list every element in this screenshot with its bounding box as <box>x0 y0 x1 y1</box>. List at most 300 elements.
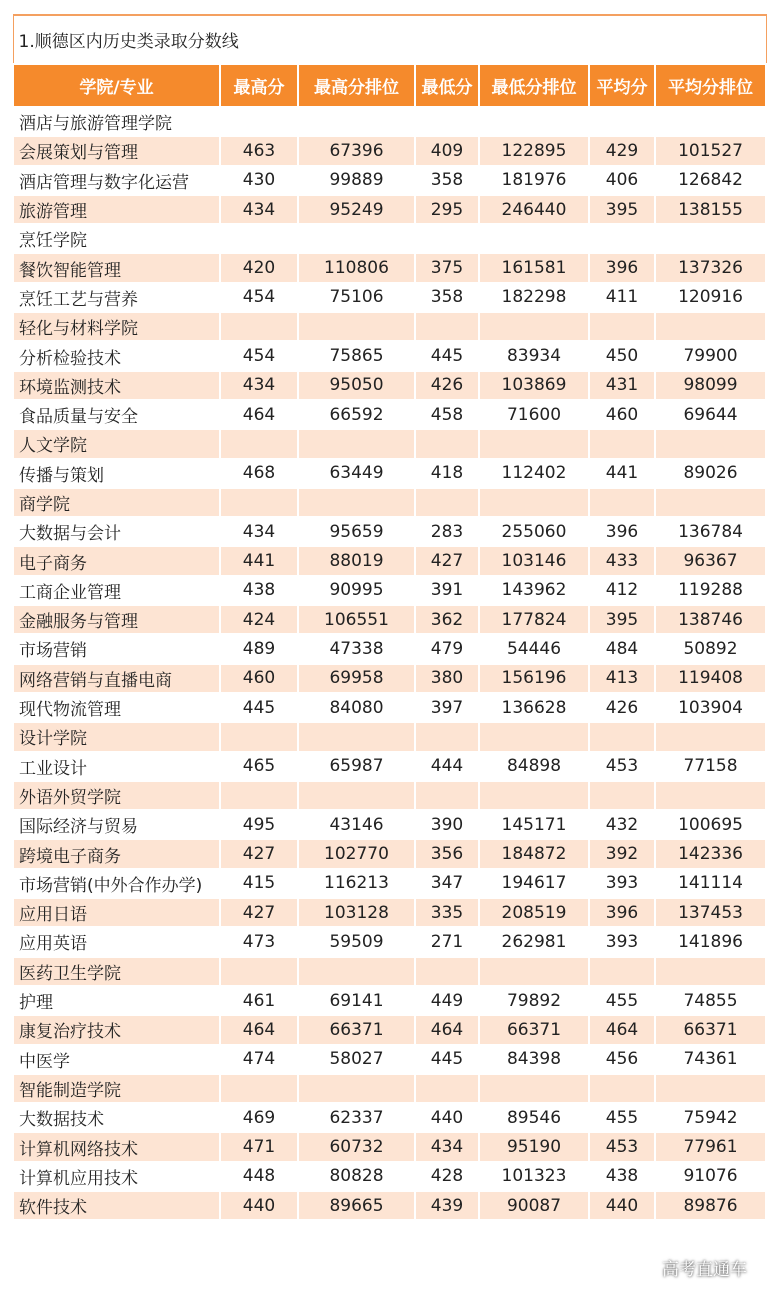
cell-max-score: 464 <box>220 1015 298 1044</box>
cell-max-score: 415 <box>220 869 298 898</box>
cell-major: 大数据技术 <box>13 1103 220 1132</box>
cell-max-rank: 95249 <box>298 195 415 224</box>
cell-max-rank: 84080 <box>298 693 415 722</box>
cell-major: 轻化与材料学院 <box>13 312 220 341</box>
cell-major: 设计学院 <box>13 722 220 751</box>
cell-max-rank: 62337 <box>298 1103 415 1132</box>
cell-min-score: 440 <box>415 1103 479 1132</box>
cell-max-score: 454 <box>220 283 298 312</box>
table-row <box>13 1015 766 1044</box>
cell-min-rank: 161581 <box>479 253 589 282</box>
cell-max-rank: 58027 <box>298 1045 415 1074</box>
cell-avg-score: 395 <box>589 195 655 224</box>
cell-min-rank: 66371 <box>479 1015 589 1044</box>
cell-avg-score: 411 <box>589 283 655 312</box>
cell-major: 医药卫生学院 <box>13 957 220 986</box>
cell-avg-score: 438 <box>589 1162 655 1191</box>
cell-min-score: 434 <box>415 1132 479 1161</box>
cell-min-rank <box>479 488 589 517</box>
cell-avg-score: 484 <box>589 634 655 663</box>
cell-avg-rank <box>655 781 766 810</box>
cell-min-rank: 95190 <box>479 1132 589 1161</box>
cell-avg-rank <box>655 429 766 458</box>
cell-avg-score: 406 <box>589 166 655 195</box>
table-row <box>13 898 766 927</box>
table-row <box>13 1103 766 1132</box>
cell-max-score: 461 <box>220 986 298 1015</box>
score-sheet <box>12 14 765 1221</box>
cell-min-score: 390 <box>415 810 479 839</box>
cell-avg-rank <box>655 1074 766 1103</box>
cell-max-rank: 80828 <box>298 1162 415 1191</box>
cell-avg-score <box>589 722 655 751</box>
header-major: 学院/专业 <box>13 64 220 107</box>
cell-avg-rank: 137326 <box>655 253 766 282</box>
cell-avg-rank: 142336 <box>655 839 766 868</box>
cell-avg-rank: 141114 <box>655 869 766 898</box>
cell-max-rank: 63449 <box>298 459 415 488</box>
table-row <box>13 869 766 898</box>
table-row <box>13 166 766 195</box>
college-group-row <box>13 1074 766 1103</box>
cell-avg-score: 431 <box>589 371 655 400</box>
cell-min-score: 397 <box>415 693 479 722</box>
cell-avg-score: 396 <box>589 898 655 927</box>
cell-avg-score: 396 <box>589 517 655 546</box>
cell-max-score: 445 <box>220 693 298 722</box>
cell-avg-score <box>589 224 655 253</box>
cell-min-score <box>415 1074 479 1103</box>
watermark: 高考直通车 <box>662 1260 747 1280</box>
cell-min-rank <box>479 1074 589 1103</box>
header-min-score: 最低分 <box>415 64 479 107</box>
cell-min-rank: 143962 <box>479 576 589 605</box>
table-row <box>13 546 766 575</box>
cell-max-rank: 47338 <box>298 634 415 663</box>
college-group-row <box>13 429 766 458</box>
cell-max-score: 463 <box>220 136 298 165</box>
cell-max-score <box>220 957 298 986</box>
cell-avg-rank <box>655 488 766 517</box>
cell-min-rank: 177824 <box>479 605 589 634</box>
header-avg-score: 平均分 <box>589 64 655 107</box>
cell-avg-rank <box>655 107 766 136</box>
table-row <box>13 810 766 839</box>
cell-min-rank: 194617 <box>479 869 589 898</box>
cell-min-rank <box>479 224 589 253</box>
cell-avg-rank: 136784 <box>655 517 766 546</box>
cell-min-rank: 122895 <box>479 136 589 165</box>
cell-max-score: 434 <box>220 195 298 224</box>
cell-min-score: 449 <box>415 986 479 1015</box>
cell-major: 餐饮智能管理 <box>13 253 220 282</box>
cell-avg-rank: 119408 <box>655 664 766 693</box>
table-row <box>13 136 766 165</box>
cell-avg-score: 395 <box>589 605 655 634</box>
cell-min-score <box>415 781 479 810</box>
cell-avg-score: 440 <box>589 1191 655 1220</box>
cell-min-score: 356 <box>415 839 479 868</box>
cell-max-rank <box>298 722 415 751</box>
cell-avg-rank <box>655 224 766 253</box>
cell-max-rank: 89665 <box>298 1191 415 1220</box>
cell-min-rank: 84398 <box>479 1045 589 1074</box>
cell-max-rank <box>298 224 415 253</box>
cell-avg-score <box>589 781 655 810</box>
cell-major: 会展策划与管理 <box>13 136 220 165</box>
cell-max-rank <box>298 1074 415 1103</box>
cell-min-rank: 184872 <box>479 839 589 868</box>
cell-max-score: 464 <box>220 400 298 429</box>
cell-min-score: 426 <box>415 371 479 400</box>
table-row <box>13 576 766 605</box>
table-row <box>13 839 766 868</box>
cell-max-score: 495 <box>220 810 298 839</box>
cell-max-rank <box>298 488 415 517</box>
cell-max-score <box>220 722 298 751</box>
cell-avg-rank: 89026 <box>655 459 766 488</box>
admission-score-table <box>12 14 767 1221</box>
cell-major: 计算机应用技术 <box>13 1162 220 1191</box>
cell-avg-rank: 74855 <box>655 986 766 1015</box>
cell-major: 计算机网络技术 <box>13 1132 220 1161</box>
college-group-row <box>13 224 766 253</box>
cell-max-rank: 102770 <box>298 839 415 868</box>
cell-max-score: 434 <box>220 371 298 400</box>
table-row <box>13 1162 766 1191</box>
cell-max-score: 460 <box>220 664 298 693</box>
cell-min-score: 283 <box>415 517 479 546</box>
college-group-row <box>13 781 766 810</box>
cell-min-score: 445 <box>415 1045 479 1074</box>
cell-max-score: 454 <box>220 341 298 370</box>
cell-max-score: 473 <box>220 927 298 956</box>
cell-avg-score: 456 <box>589 1045 655 1074</box>
college-group-row <box>13 488 766 517</box>
cell-major: 酒店与旅游管理学院 <box>13 107 220 136</box>
cell-min-score: 375 <box>415 253 479 282</box>
cell-major: 应用日语 <box>13 898 220 927</box>
cell-min-score: 391 <box>415 576 479 605</box>
cell-avg-rank: 96367 <box>655 546 766 575</box>
cell-min-rank: 71600 <box>479 400 589 429</box>
cell-max-rank: 116213 <box>298 869 415 898</box>
cell-max-rank <box>298 429 415 458</box>
cell-min-rank: 103869 <box>479 371 589 400</box>
cell-major: 工业设计 <box>13 752 220 781</box>
cell-major: 工商企业管理 <box>13 576 220 605</box>
cell-min-score: 362 <box>415 605 479 634</box>
cell-major: 护理 <box>13 986 220 1015</box>
cell-avg-rank: 91076 <box>655 1162 766 1191</box>
cell-major: 应用英语 <box>13 927 220 956</box>
cell-min-score: 479 <box>415 634 479 663</box>
cell-min-rank: 136628 <box>479 693 589 722</box>
cell-avg-rank: 98099 <box>655 371 766 400</box>
cell-max-score: 468 <box>220 459 298 488</box>
cell-min-score: 439 <box>415 1191 479 1220</box>
cell-major: 酒店管理与数字化运营 <box>13 166 220 195</box>
cell-max-score: 469 <box>220 1103 298 1132</box>
cell-min-score: 347 <box>415 869 479 898</box>
cell-min-rank <box>479 957 589 986</box>
cell-avg-score <box>589 312 655 341</box>
cell-avg-rank: 137453 <box>655 898 766 927</box>
cell-max-score <box>220 781 298 810</box>
college-group-row <box>13 957 766 986</box>
cell-min-score <box>415 722 479 751</box>
top-strip <box>0 0 777 14</box>
header-row <box>13 64 766 107</box>
table-row <box>13 371 766 400</box>
cell-max-rank: 106551 <box>298 605 415 634</box>
cell-min-rank <box>479 781 589 810</box>
table-row <box>13 253 766 282</box>
cell-max-rank: 69141 <box>298 986 415 1015</box>
cell-max-rank: 110806 <box>298 253 415 282</box>
cell-major: 商学院 <box>13 488 220 517</box>
cell-min-score: 358 <box>415 166 479 195</box>
cell-major: 市场营销 <box>13 634 220 663</box>
cell-avg-score: 396 <box>589 253 655 282</box>
cell-min-rank: 89546 <box>479 1103 589 1132</box>
cell-max-rank: 67396 <box>298 136 415 165</box>
cell-avg-score: 460 <box>589 400 655 429</box>
cell-min-rank: 84898 <box>479 752 589 781</box>
cell-avg-score: 450 <box>589 341 655 370</box>
cell-max-score: 448 <box>220 1162 298 1191</box>
table-title: 1.顺德区内历史类录取分数线 <box>13 15 766 64</box>
cell-avg-rank: 77158 <box>655 752 766 781</box>
cell-min-rank <box>479 107 589 136</box>
cell-major: 人文学院 <box>13 429 220 458</box>
cell-min-rank: 208519 <box>479 898 589 927</box>
college-group-row <box>13 312 766 341</box>
cell-min-score: 380 <box>415 664 479 693</box>
table-row <box>13 283 766 312</box>
cell-avg-score: 455 <box>589 1103 655 1132</box>
cell-avg-rank: 126842 <box>655 166 766 195</box>
cell-min-score: 444 <box>415 752 479 781</box>
cell-max-rank: 65987 <box>298 752 415 781</box>
cell-avg-score: 429 <box>589 136 655 165</box>
cell-avg-rank <box>655 957 766 986</box>
cell-max-rank: 88019 <box>298 546 415 575</box>
table-row <box>13 927 766 956</box>
header-avg-rank: 平均分排位 <box>655 64 766 107</box>
cell-min-rank: 112402 <box>479 459 589 488</box>
cell-major: 分析检验技术 <box>13 341 220 370</box>
cell-min-score: 295 <box>415 195 479 224</box>
table-row <box>13 605 766 634</box>
cell-min-rank: 101323 <box>479 1162 589 1191</box>
cell-min-score: 409 <box>415 136 479 165</box>
cell-avg-rank: 66371 <box>655 1015 766 1044</box>
cell-major: 食品质量与安全 <box>13 400 220 429</box>
cell-major: 国际经济与贸易 <box>13 810 220 839</box>
cell-max-score <box>220 429 298 458</box>
cell-max-score: 471 <box>220 1132 298 1161</box>
cell-max-rank <box>298 781 415 810</box>
table-row <box>13 986 766 1015</box>
cell-min-score <box>415 957 479 986</box>
cell-major: 现代物流管理 <box>13 693 220 722</box>
cell-max-score <box>220 488 298 517</box>
cell-max-score: 427 <box>220 898 298 927</box>
cell-min-score: 445 <box>415 341 479 370</box>
cell-max-rank: 43146 <box>298 810 415 839</box>
cell-max-rank: 95050 <box>298 371 415 400</box>
cell-min-score: 271 <box>415 927 479 956</box>
cell-avg-rank: 101527 <box>655 136 766 165</box>
cell-min-rank: 145171 <box>479 810 589 839</box>
cell-max-rank: 90995 <box>298 576 415 605</box>
table-row <box>13 195 766 224</box>
cell-min-score: 335 <box>415 898 479 927</box>
cell-avg-score: 453 <box>589 1132 655 1161</box>
cell-avg-rank: 103904 <box>655 693 766 722</box>
cell-min-rank: 79892 <box>479 986 589 1015</box>
cell-avg-rank: 79900 <box>655 341 766 370</box>
cell-avg-rank: 120916 <box>655 283 766 312</box>
table-row <box>13 341 766 370</box>
cell-max-rank: 99889 <box>298 166 415 195</box>
cell-major: 外语外贸学院 <box>13 781 220 810</box>
cell-major: 旅游管理 <box>13 195 220 224</box>
cell-min-rank: 246440 <box>479 195 589 224</box>
cell-max-score: 465 <box>220 752 298 781</box>
cell-max-rank: 69958 <box>298 664 415 693</box>
cell-major: 烹饪学院 <box>13 224 220 253</box>
cell-avg-score: 393 <box>589 869 655 898</box>
cell-max-score <box>220 1074 298 1103</box>
cell-min-rank <box>479 312 589 341</box>
cell-avg-rank: 141896 <box>655 927 766 956</box>
header-min-rank: 最低分排位 <box>479 64 589 107</box>
cell-major: 市场营销(中外合作办学) <box>13 869 220 898</box>
cell-max-score: 420 <box>220 253 298 282</box>
header-max-rank: 最高分排位 <box>298 64 415 107</box>
title-row <box>13 15 766 64</box>
cell-avg-rank: 100695 <box>655 810 766 839</box>
college-group-row <box>13 107 766 136</box>
cell-avg-rank: 138746 <box>655 605 766 634</box>
cell-max-rank: 103128 <box>298 898 415 927</box>
cell-min-rank <box>479 429 589 458</box>
cell-min-score: 464 <box>415 1015 479 1044</box>
cell-max-rank: 60732 <box>298 1132 415 1161</box>
cell-major: 康复治疗技术 <box>13 1015 220 1044</box>
table-row <box>13 400 766 429</box>
header-max-score: 最高分 <box>220 64 298 107</box>
cell-min-rank <box>479 722 589 751</box>
cell-max-score <box>220 224 298 253</box>
cell-avg-score: 433 <box>589 546 655 575</box>
cell-max-rank <box>298 107 415 136</box>
cell-max-score <box>220 312 298 341</box>
cell-min-rank: 90087 <box>479 1191 589 1220</box>
cell-min-score <box>415 312 479 341</box>
table-row <box>13 1045 766 1074</box>
cell-max-score: 474 <box>220 1045 298 1074</box>
cell-major: 跨境电子商务 <box>13 839 220 868</box>
cell-min-rank: 156196 <box>479 664 589 693</box>
cell-avg-score: 455 <box>589 986 655 1015</box>
table-row <box>13 693 766 722</box>
cell-avg-rank: 77961 <box>655 1132 766 1161</box>
cell-max-score: 430 <box>220 166 298 195</box>
cell-min-rank: 83934 <box>479 341 589 370</box>
cell-major: 传播与策划 <box>13 459 220 488</box>
cell-min-score <box>415 224 479 253</box>
cell-max-rank: 75106 <box>298 283 415 312</box>
cell-min-score: 418 <box>415 459 479 488</box>
cell-max-score: 427 <box>220 839 298 868</box>
table-row <box>13 752 766 781</box>
cell-avg-score: 441 <box>589 459 655 488</box>
cell-max-score <box>220 107 298 136</box>
cell-avg-score <box>589 107 655 136</box>
cell-min-score: 427 <box>415 546 479 575</box>
cell-avg-rank: 75942 <box>655 1103 766 1132</box>
cell-max-rank: 66592 <box>298 400 415 429</box>
cell-min-score: 458 <box>415 400 479 429</box>
cell-avg-rank <box>655 722 766 751</box>
cell-major: 网络营销与直播电商 <box>13 664 220 693</box>
cell-avg-score: 432 <box>589 810 655 839</box>
table-row <box>13 634 766 663</box>
cell-max-score: 438 <box>220 576 298 605</box>
cell-max-rank <box>298 312 415 341</box>
cell-max-rank: 95659 <box>298 517 415 546</box>
cell-avg-score: 426 <box>589 693 655 722</box>
table-row <box>13 1191 766 1220</box>
cell-avg-rank <box>655 312 766 341</box>
cell-min-rank: 181976 <box>479 166 589 195</box>
cell-min-rank: 54446 <box>479 634 589 663</box>
table-row <box>13 459 766 488</box>
cell-avg-score <box>589 1074 655 1103</box>
cell-min-score <box>415 429 479 458</box>
cell-avg-score <box>589 957 655 986</box>
cell-avg-score: 453 <box>589 752 655 781</box>
cell-max-rank: 59509 <box>298 927 415 956</box>
table-row <box>13 1132 766 1161</box>
cell-major: 大数据与会计 <box>13 517 220 546</box>
cell-avg-rank: 119288 <box>655 576 766 605</box>
cell-avg-rank: 74361 <box>655 1045 766 1074</box>
cell-avg-score: 464 <box>589 1015 655 1044</box>
college-group-row <box>13 722 766 751</box>
cell-major: 智能制造学院 <box>13 1074 220 1103</box>
cell-avg-score: 393 <box>589 927 655 956</box>
cell-max-rank: 75865 <box>298 341 415 370</box>
cell-major: 中医学 <box>13 1045 220 1074</box>
cell-max-rank: 66371 <box>298 1015 415 1044</box>
cell-avg-score: 412 <box>589 576 655 605</box>
cell-major: 环境监测技术 <box>13 371 220 400</box>
cell-avg-rank: 69644 <box>655 400 766 429</box>
cell-max-score: 441 <box>220 546 298 575</box>
table-row <box>13 517 766 546</box>
cell-major: 金融服务与管理 <box>13 605 220 634</box>
cell-avg-score <box>589 488 655 517</box>
cell-major: 烹饪工艺与营养 <box>13 283 220 312</box>
cell-max-score: 489 <box>220 634 298 663</box>
table-body <box>13 107 766 1220</box>
cell-max-score: 440 <box>220 1191 298 1220</box>
cell-avg-score <box>589 429 655 458</box>
